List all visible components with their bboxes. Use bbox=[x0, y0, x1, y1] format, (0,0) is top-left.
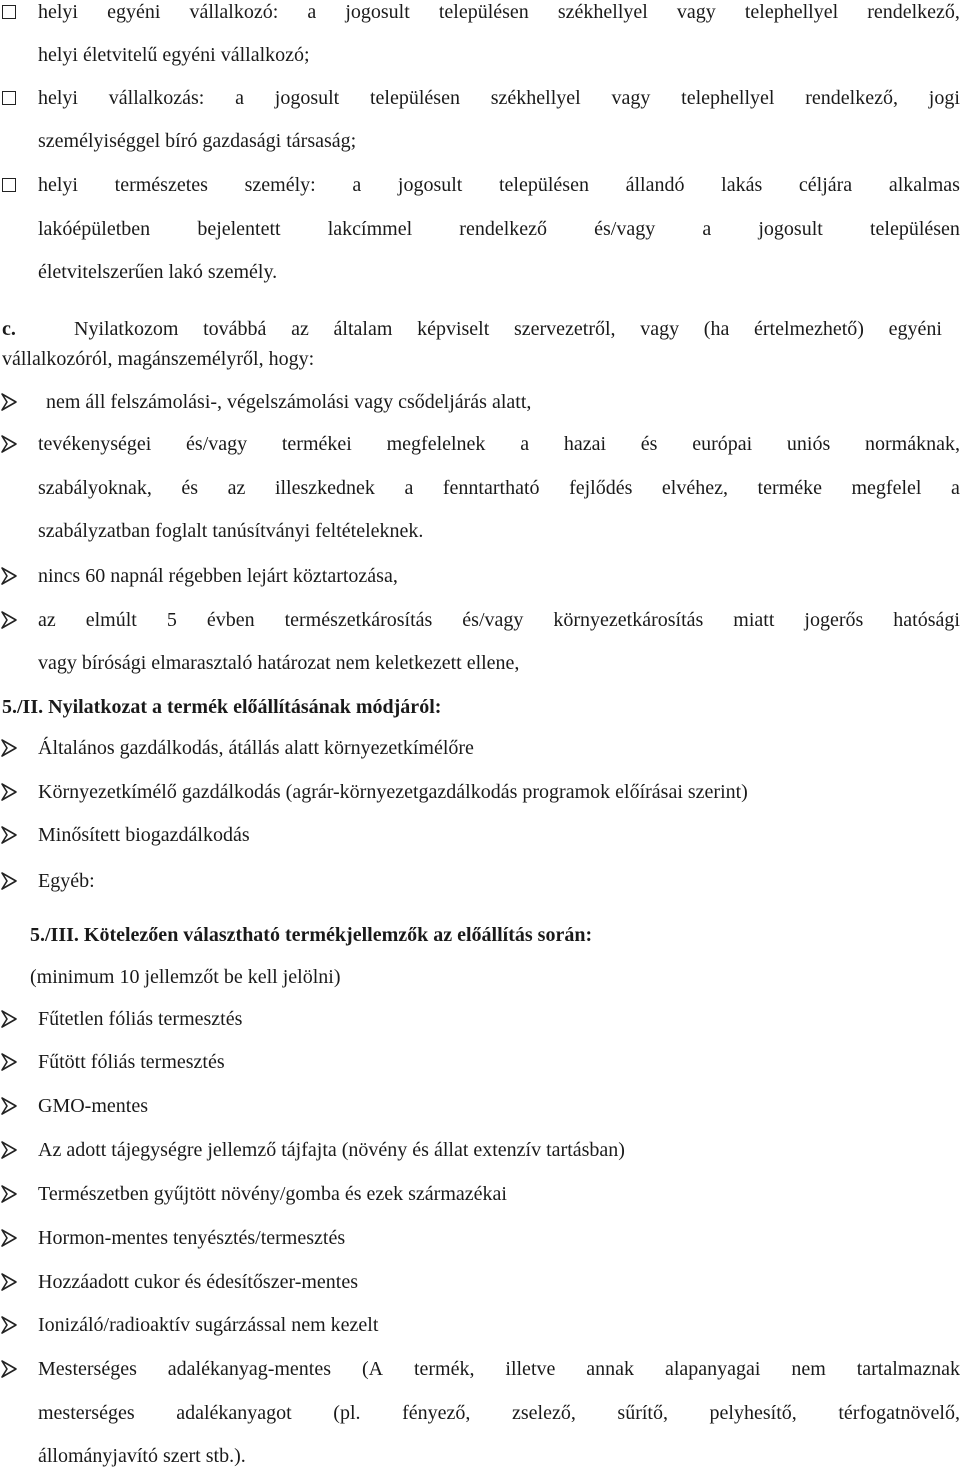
section-c-intro-cont: vállalkozóról, magánszemélyről, hogy: bbox=[2, 348, 315, 370]
list-item-line: Hozzáadott cukor és édesítőszer-mentes bbox=[38, 1271, 359, 1293]
list-item-line: Fűtetlen fóliás termesztés bbox=[38, 1008, 243, 1030]
list-item-line: Természetben gyűjtött növény/gomba és ezek származékai bbox=[38, 1183, 507, 1205]
list-item-line: mesterséges adalékanyagot (pl. fényező, zselező, sűrítő, pelyhesítő, térfogatnövelő, bbox=[38, 1402, 960, 1424]
list-item-line: állományjavító szert stb.). bbox=[38, 1445, 246, 1467]
list-item-line: vagy bírósági elmarasztaló határozat nem keletkezett ellene, bbox=[38, 652, 520, 674]
list-item-line: GMO-mentes bbox=[38, 1095, 148, 1117]
list-item-line: szabályoknak, és az illeszkednek a fenntartható fejlődés elvéhez, terméke megfelel a bbox=[38, 477, 960, 499]
list-item-line: Fűtött fóliás termesztés bbox=[38, 1051, 225, 1073]
list-item-line: Mesterséges adalékanyag-mentes (A termék, illetve annak alapanyagai nem tartalmaznak bbox=[38, 1358, 960, 1380]
list-item-line: személyiséggel bíró gazdasági társaság; bbox=[38, 130, 357, 152]
list-item-line: Ionizáló/radioaktív sugárzással nem kezelt bbox=[38, 1314, 379, 1336]
section-heading: 5./II. Nyilatkozat a termék előállításának módjáról: bbox=[2, 696, 442, 718]
list-item-line: helyi egyéni vállalkozó: a jogosult településen székhellyel vagy telephellyel rendelkező, bbox=[38, 1, 960, 23]
list-item-line: tevékenységei és/vagy termékei megfelelnek a hazai és európai uniós normáknak, bbox=[38, 433, 960, 455]
list-item-line: Környezetkímélő gazdálkodás (agrár-környezetgazdálkodás programok előírásai szerint) bbox=[38, 781, 748, 803]
list-item-line: Hormon-mentes tenyésztés/termesztés bbox=[38, 1227, 346, 1249]
list-item-line: Minősített biogazdálkodás bbox=[38, 824, 250, 846]
list-item-line: az elmúlt 5 évben természetkárosítás és/vagy környezetkárosítás miatt jogerős hatósági bbox=[38, 609, 960, 631]
list-item-line: helyi életvitelű egyéni vállalkozó; bbox=[38, 44, 310, 66]
list-item-line: Általános gazdálkodás, átállás alatt környezetkímélőre bbox=[38, 737, 474, 759]
section-letter: c. bbox=[2, 318, 16, 340]
list-item-line: lakóépületben bejelentett lakcímmel rendelkező és/vagy a jogosult településen bbox=[38, 218, 960, 240]
list-item-line: helyi természetes személy: a jogosult településen állandó lakás céljára alkalmas bbox=[38, 174, 960, 196]
list-item-line: Egyéb: bbox=[38, 870, 95, 892]
list-item-line: életvitelszerűen lakó személy. bbox=[38, 261, 278, 283]
list-item-line: nem áll felszámolási-, végelszámolási vagy csődeljárás alatt, bbox=[46, 391, 532, 413]
list-item-line: szabályzatban foglalt tanúsítványi feltételeknek. bbox=[38, 520, 424, 542]
section-note: (minimum 10 jellemzőt be kell jelölni) bbox=[30, 966, 341, 988]
list-item-line: Az adott tájegységre jellemző tájfajta (növény és állat extenzív tartásban) bbox=[38, 1139, 625, 1161]
list-item-line: helyi vállalkozás: a jogosult településen székhellyel vagy telephellyel rendelkező, jogi bbox=[38, 87, 960, 109]
section-heading: 5./III. Kötelezően választható termékjellemzők az előállítás során: bbox=[30, 924, 593, 946]
section-c-intro: Nyilatkozom továbbá az általam képviselt szervezetről, vagy (ha értelmezhető) egyéni bbox=[74, 318, 942, 340]
list-item-line: nincs 60 napnál régebben lejárt köztartozása, bbox=[38, 565, 398, 587]
